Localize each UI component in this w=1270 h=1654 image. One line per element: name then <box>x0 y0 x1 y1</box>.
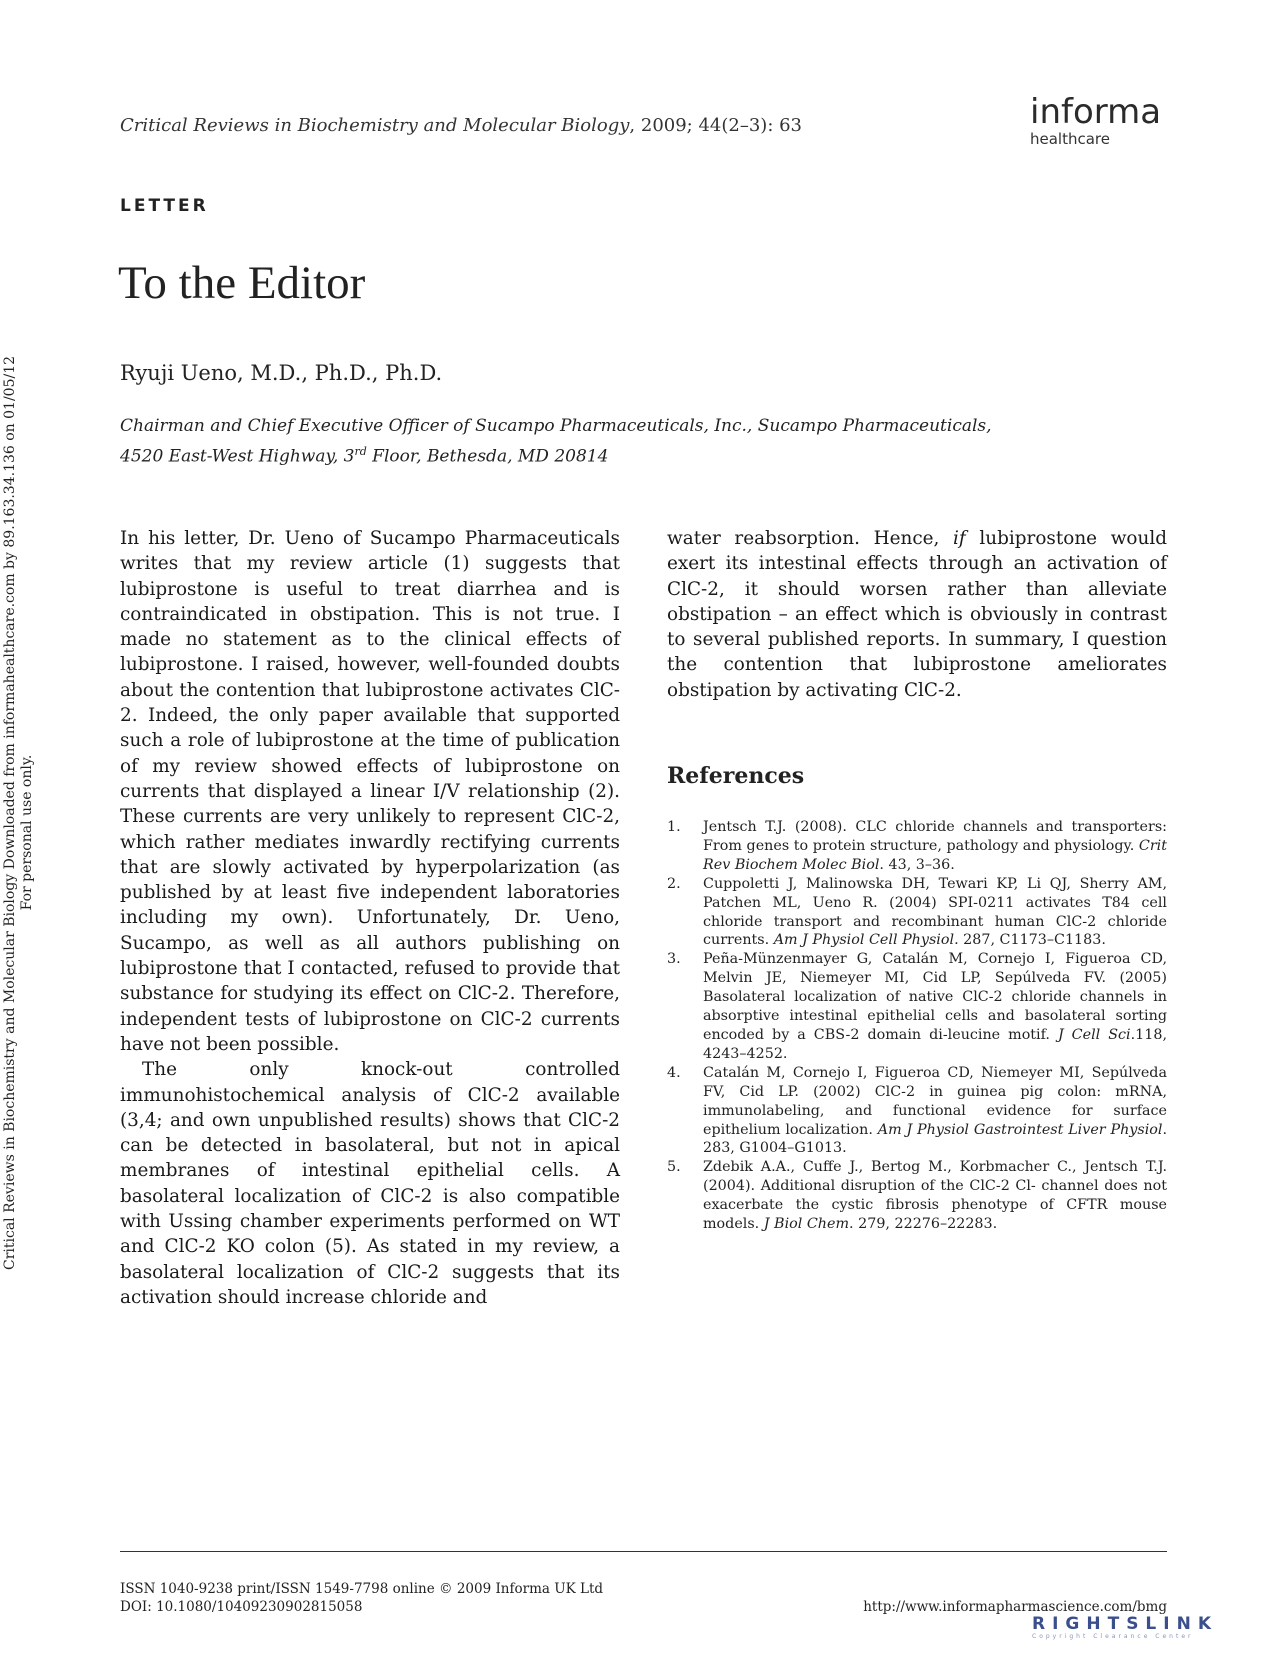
affiliation-line-1: Chairman and Chief Executive Officer of Sucampo Pharmaceuticals, Inc., Sucampo Pharmaceuticals, <box>120 416 992 436</box>
body-column-left <box>120 526 620 1310</box>
section-label: LETTER <box>120 196 209 216</box>
reference-tail: . 279, 22276–22283. <box>849 1216 998 1233</box>
p3-italic: if <box>953 528 966 549</box>
reference-item <box>667 818 1167 875</box>
body-column-right <box>667 526 1167 703</box>
reference-text: Catalán M, Cornejo I, Figueroa CD, Niemeyer MI, Sepúlveda FV, Cid LP. (2002) ClC-2 in guinea pig colon: mRNA, immunolabeling, and functional evidence for surface epithelium localization. <box>703 1064 1167 1138</box>
reference-journal: Am J Physiol Cell Physiol <box>773 932 955 949</box>
reference-tail: . 287, C1173–C1183. <box>954 932 1106 949</box>
journal-url-link[interactable]: http://www.informapharmascience.com/bmg <box>863 1599 1167 1615</box>
reference-journal: Crit Rev Biochem Molec Biol <box>703 837 1167 873</box>
reference-item <box>667 875 1167 951</box>
reference-item <box>667 1064 1167 1159</box>
journal-name: Critical Reviews in Biochemistry and Molecular Biology <box>120 115 630 136</box>
reference-number: 3. <box>667 951 681 968</box>
footer-publication-info <box>120 1580 603 1616</box>
body-paragraph-3 <box>667 526 1167 703</box>
reference-tail: .118, 4243–4252. <box>703 1026 1167 1062</box>
affiliation-line-2b: Floor, Bethesda, MD 20814 <box>366 446 609 467</box>
references-list <box>667 818 1167 1234</box>
reference-tail: . 283, G1004–G1013. <box>703 1121 1167 1157</box>
reference-text: Jentsch T.J. (2008). CLC chloride channels and transporters: From genes to protein structure, pathology and physiology. <box>703 819 1167 854</box>
logo-wordmark: informa <box>1030 92 1162 132</box>
footer-divider <box>120 1551 1167 1552</box>
rightslink-wordmark: RIGHTSLINK <box>1032 1614 1218 1634</box>
author-name: Ryuji Ueno, M.D., Ph.D., Ph.D. <box>120 361 443 385</box>
reference-journal: Am J Physiol Gastrointest Liver Physiol <box>877 1121 1163 1138</box>
reference-journal: J Cell Sci <box>1057 1026 1131 1043</box>
issn-line: ISSN 1040-9238 print/ISSN 1549-7798 online © 2009 Informa UK Ltd <box>120 1581 604 1597</box>
journal-citation <box>120 115 802 136</box>
reference-text: Cuppoletti J, Malinowska DH, Tewari KP, Li QJ, Sherry AM, Patchen ML, Ueno R. (2004) SPI-0211 activates T84 cell chloride transport and recombinant human ClC-2 chloride currents. <box>703 875 1167 949</box>
reference-number: 4. <box>667 1064 681 1081</box>
publisher-logo <box>1030 94 1161 148</box>
reference-item <box>667 950 1167 1063</box>
reference-number: 1. <box>667 819 681 835</box>
reference-text: Peña-Münzenmayer G, Catalán M, Cornejo I, Figueroa CD, Melvin JE, Niemeyer MI, Cid LP, Sepúlveda FV. (2005) Basolateral localization of native ClC-2 chloride channels in absorptive intestinal epithelial cells and basolateral sorting encoded by a CBS-2 domain di-leucine motif. <box>703 951 1167 1043</box>
rightslink-logo[interactable] <box>1032 1614 1270 1654</box>
article-title: To the Editor <box>118 257 366 309</box>
affiliation-line-2a: 4520 East-West Highway, 3 <box>120 446 355 467</box>
reference-journal: J Biol Chem <box>763 1216 850 1233</box>
reference-number: 5. <box>667 1159 681 1176</box>
doi-line: DOI: 10.1080/10409230902815058 <box>120 1599 363 1615</box>
body-paragraph-1: In his letter, Dr. Ueno of Sucampo Pharmaceuticals writes that my review article (1) suggests that lubiprostone is useful to treat diarrhea and is contraindicated in obstipation. This is not true. I made no statement as to the clinical effects of lubiprostone. I raised, however, well-founded doubts about the contention that lubiprostone activates ClC-2. Indeed, the only paper available that supported such a role of lubiprostone at the time of publication of my review showed effects of lubiprostone on currents that displayed a linear I/V relationship (2). These currents are very unlikely to represent ClC-2, which rather mediates inwardly rectifying currents that are slowly activated by hyperpolarization (as published by at least five independent laboratories including my own). Unfortunately, Dr. Ueno, Sucampo, as well as all authors publishing on lubiprostone that I contacted, refused to provide that substance for studying its effect on ClC-2. Therefore, independent tests of lubiprostone on ClC-2 currents have not been possible. <box>120 528 620 1055</box>
download-watermark <box>2 355 50 1270</box>
watermark-line-2: For personal use only. <box>19 754 35 911</box>
p3-before: water reabsorption. Hence, <box>667 528 954 549</box>
volume-info: , 2009; 44(2–3): 63 <box>629 115 803 136</box>
logo-subtitle: healthcare <box>1030 130 1110 148</box>
affiliation-superscript: rd <box>354 445 367 458</box>
references-heading: References <box>667 763 805 789</box>
author-affiliation <box>120 413 1050 470</box>
rightslink-tagline: Copyright Clearance Center <box>1032 1633 1194 1640</box>
reference-text: Zdebik A.A., Cuffe J., Bertog M., Korbmacher C., Jentsch T.J. (2004). Additional disruption of the ClC-2 Cl- channel does not exacerbate the cystic fibrosis phenotype of CFTR mouse models. <box>703 1159 1167 1233</box>
reference-item <box>667 1158 1167 1234</box>
body-paragraph-2: The only knock-out controlled immunohistochemical analysis of ClC-2 available (3,4; and own unpublished results) shows that ClC-2 can be detected in basolateral, but not in apical membranes of intestinal epithelial cells. A basolateral localization of ClC-2 is also compatible with Ussing chamber experiments performed on WT and ClC-2 KO colon (5). As stated in my review, a basolateral localization of ClC-2 suggests that its activation should increase chloride and <box>120 1059 620 1308</box>
reference-tail: . 43, 3–36. <box>879 856 955 873</box>
p3-after: lubiprostone would exert its intestinal effects through an activation of ClC-2, it should worsen rather than alleviate obstipation – an effect which is obviously in contrast to several published reports. In summary, I question the contention that lubiprostone ameliorates obstipation by activating ClC-2. <box>667 528 1168 701</box>
reference-number: 2. <box>667 875 681 892</box>
watermark-line-1: Critical Reviews in Biochemistry and Molecular Biology Downloaded from informahealthcare.com by 89.163.34.136 on 01/05/12 <box>2 355 18 1270</box>
